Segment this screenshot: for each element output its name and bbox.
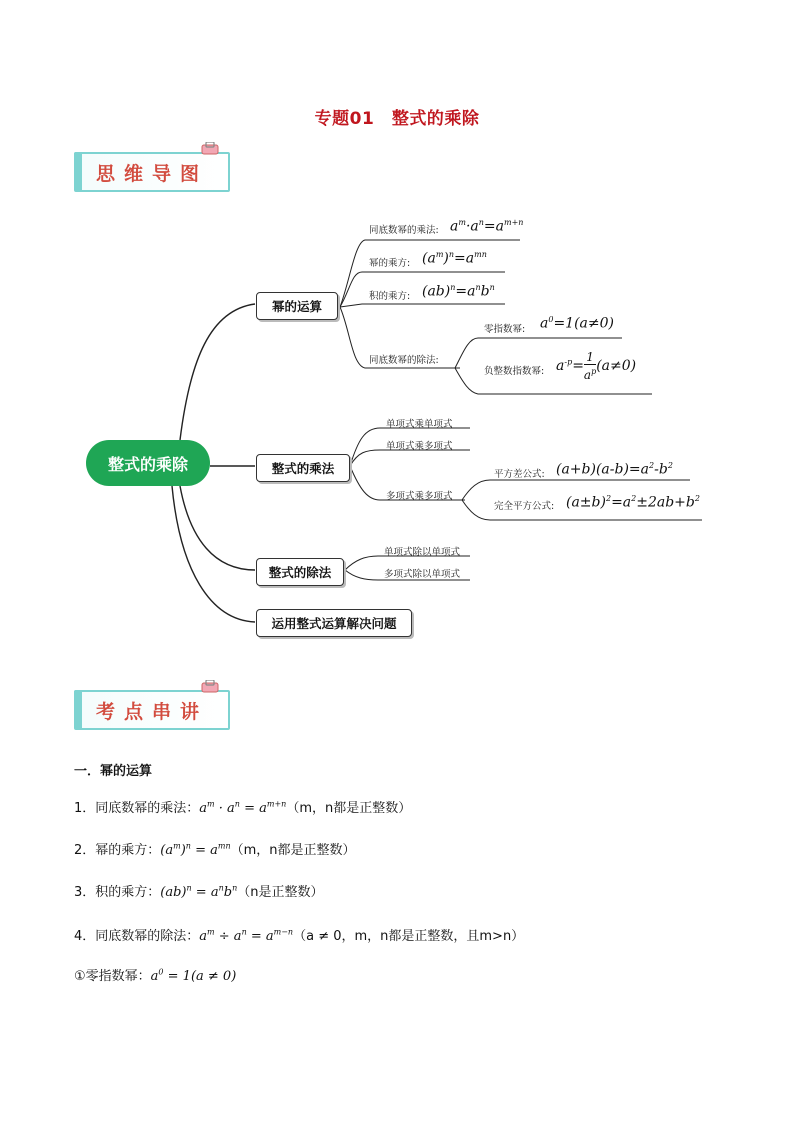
- branch-application: 运用整式运算解决问题: [256, 609, 412, 637]
- mindmap-root: 整式的乘除: [86, 440, 210, 486]
- formula-same-base-mult: $a^m\cdot a^n=a^{m+n}$: [450, 218, 524, 235]
- clip-icon: [200, 142, 220, 156]
- leaf-power-of-product: 积的乘方:: [369, 291, 411, 302]
- leaf-same-base-mult: 同底数幂的乘法:: [369, 225, 439, 236]
- points-banner: [74, 684, 234, 728]
- leaf-poly-poly: 多项式乘多项式: [386, 491, 453, 502]
- section-heading: 一．幂的运算: [74, 764, 153, 779]
- leaf-mono-mono: 单项式乘单项式: [386, 419, 453, 430]
- formula-power-of-power: $(a^m)^n=a^{mn}$: [422, 250, 487, 267]
- item-3: 3．积的乘方：$(ab)^n = a^nb^n(n$是正整数）: [74, 883, 324, 900]
- item-4-formula: $a^m \div a^n = a^{m-n}$: [199, 927, 294, 944]
- item-2-formula: $(a^m)^n = a^{mn}$: [160, 841, 231, 858]
- item-5: ①零指数幂：$a^0 = 1(a \ne 0)$: [74, 967, 237, 984]
- formula-diff-squares: $(a+b)(a-b)=a^2-b^2$: [556, 461, 673, 478]
- clip-icon: [200, 680, 220, 694]
- leaf-poly-div-mono: 多项式除以单项式: [384, 569, 461, 580]
- item-1-formula: $a^m \cdot a^n = a^{m+n}$: [199, 799, 287, 816]
- leaf-same-base-div: 同底数幂的除法:: [369, 355, 439, 366]
- branch-power: 幂的运算: [256, 292, 338, 320]
- leaf-zero-exp: 零指数幂:: [484, 324, 526, 335]
- page-title: 专题01 整式的乘除: [314, 109, 480, 129]
- formula-zero-exp: $a^0=1(a\ne 0)$: [540, 315, 614, 332]
- item-1: 1．同底数幂的乘法：$a^m \cdot a^n = a^{m+n}(m$，n都是正整数）: [74, 799, 412, 816]
- branch-division: 整式的除法: [256, 558, 344, 586]
- formula-power-of-product: $(ab)^n=a^nb^n$: [422, 283, 495, 300]
- mindmap: [0, 200, 794, 650]
- formula-neg-exp: $a^{-p}=$ $\frac{1}{a^p}$ (a≠0): [556, 350, 637, 382]
- leaf-perfect-square: 完全平方公式:: [494, 501, 555, 512]
- item-4: 4．同底数幂的除法：$a^m \div a^n = a^{m-n}(a \ne 0$，m，n都是正整数，且m>n）: [74, 927, 525, 944]
- item-2: 2．幂的乘方：$(a^m)^n = a^{mn}(m$，n都是正整数）: [74, 841, 356, 858]
- leaf-mono-poly: 单项式乘多项式: [386, 441, 453, 452]
- branch-multiplication: 整式的乘法: [256, 454, 350, 482]
- mindmap-banner: [74, 146, 234, 190]
- item-5-formula: $a^0 = 1(a \ne 0)$: [150, 967, 237, 984]
- formula-perfect-square: $(a\pm b)^2=a^2\pm 2ab+b^2$: [566, 494, 700, 511]
- leaf-diff-squares: 平方差公式:: [494, 469, 545, 480]
- leaf-mono-div-mono: 单项式除以单项式: [384, 547, 461, 558]
- mindmap-banner-label: 思维导图: [96, 163, 209, 185]
- points-banner-label: 考点串讲: [96, 701, 209, 723]
- leaf-neg-exp: 负整数指数幂:: [484, 366, 545, 377]
- item-3-formula: $(ab)^n = a^nb^n$: [160, 883, 238, 900]
- leaf-power-of-power: 幂的乘方:: [369, 258, 411, 269]
